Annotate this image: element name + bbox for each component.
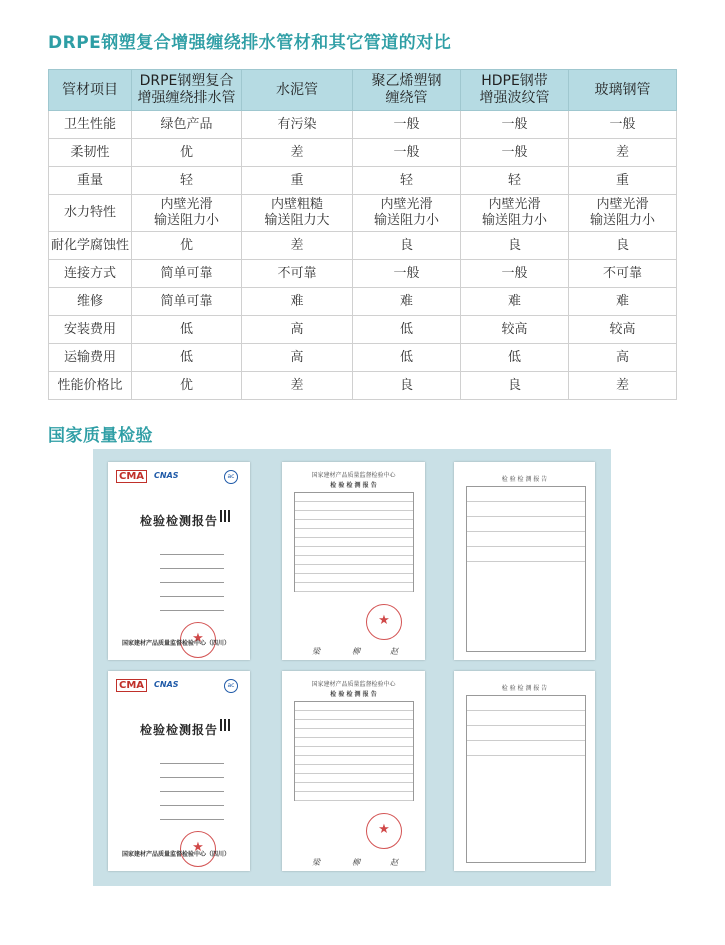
report-cover-2 (108, 671, 250, 871)
red-seal-stamp (366, 813, 402, 849)
table-cell-line: 输送阻力小 (373, 213, 439, 228)
report-title: 检验检测报告 (139, 514, 218, 528)
table-row (49, 139, 677, 167)
report-page-1: 国家建材产品质量监督检验中心 检 验 检 测 报 告 ★ 梁 柳 赵 (282, 462, 425, 660)
table-cell: 良 (353, 372, 461, 400)
comparison-table (48, 69, 677, 400)
table-body (49, 111, 677, 400)
table-row (49, 344, 677, 372)
table-cell: 一般 (461, 111, 569, 139)
column-header-text: 增强缠绕排水管 (137, 90, 236, 106)
table-cell: 简单可靠 (132, 288, 242, 316)
table-cell-line: 输送阻力小 (153, 213, 219, 228)
table-cell-line: 输送阻力大 (264, 213, 330, 228)
table-cell: 低 (353, 344, 461, 372)
report-page-4: 检 验 检 测 报 告 (454, 671, 595, 871)
table-cell: 高 (242, 316, 353, 344)
table-cell: 不可靠 (569, 260, 677, 288)
table-cell: 优 (132, 232, 242, 260)
table-cell: 较高 (461, 316, 569, 344)
column-header-text: 玻璃钢管 (594, 81, 651, 98)
row-label: 运输费用 (49, 344, 132, 372)
table-cell: 低 (132, 316, 242, 344)
section-title-quality-inspection: 国家质量检验 (48, 426, 153, 446)
column-header-text: HDPE钢带 (481, 73, 548, 89)
column-header-text: 增强波纹管 (479, 90, 550, 106)
table-cell: 轻 (353, 167, 461, 195)
table-cell: 差 (569, 372, 677, 400)
table-cell (461, 195, 569, 232)
table-cell-line: 内壁光滑 (596, 197, 649, 212)
row-label: 安装费用 (49, 316, 132, 344)
column-header-text: 缠绕管 (385, 90, 428, 106)
table-cell: 良 (569, 232, 677, 260)
table-cell: 良 (461, 232, 569, 260)
column-header (132, 70, 242, 111)
table-cell: 低 (353, 316, 461, 344)
table-cell (132, 195, 242, 232)
table-row (49, 195, 677, 232)
qr-code-icon (220, 719, 232, 731)
table-cell: 难 (461, 288, 569, 316)
table-row (49, 316, 677, 344)
qr-code-icon (220, 510, 232, 522)
table-cell: 一般 (353, 260, 461, 288)
column-header-text: 管材项目 (62, 81, 118, 98)
table-cell: 一般 (461, 139, 569, 167)
column-header (461, 70, 569, 111)
table-cell: 良 (353, 232, 461, 260)
cnas-logo: CNAS (154, 680, 179, 689)
row-label: 卫生性能 (49, 111, 132, 139)
table-cell: 优 (132, 139, 242, 167)
row-label: 重量 (49, 167, 132, 195)
column-header (353, 70, 461, 111)
table-cell: 简单可靠 (132, 260, 242, 288)
table-cell-line: 输送阻力小 (481, 213, 547, 228)
inner-title: 检 验 检 测 报 告 (330, 482, 377, 489)
table-header-row (49, 70, 677, 111)
table-cell: 难 (569, 288, 677, 316)
report-title: 检验检测报告 (139, 723, 218, 737)
table-cell: 难 (353, 288, 461, 316)
table-cell: 差 (242, 232, 353, 260)
table-cell (353, 195, 461, 232)
table-cell: 较高 (569, 316, 677, 344)
column-header (569, 70, 677, 111)
page-title: DRPE钢塑复合增强缠绕排水管材和其它管道的对比 (48, 33, 452, 53)
column-header-text: 聚乙烯塑钢 (371, 73, 442, 89)
report-page-3: 国家建材产品质量监督检验中心 检 验 检 测 报 告 ★ 梁 柳 赵 (282, 671, 425, 871)
table-cell: 低 (132, 344, 242, 372)
column-header (242, 70, 353, 111)
table-cell: 良 (461, 372, 569, 400)
table-cell: 一般 (353, 139, 461, 167)
table-cell: 重 (569, 167, 677, 195)
table-cell: 重 (242, 167, 353, 195)
table-cell (569, 195, 677, 232)
ilac-logo: ac (224, 470, 238, 484)
table-cell-line: 内壁光滑 (160, 197, 213, 212)
table-row (49, 372, 677, 400)
table-cell: 绿色产品 (132, 111, 242, 139)
column-header-text: DRPE钢塑复合 (139, 73, 234, 89)
table-row (49, 232, 677, 260)
table-cell: 轻 (132, 167, 242, 195)
report-cover-1 (108, 462, 250, 660)
row-label: 连接方式 (49, 260, 132, 288)
table-cell: 高 (242, 344, 353, 372)
column-header-text: 水泥管 (276, 81, 318, 98)
table-cell: 差 (242, 139, 353, 167)
table-row (49, 167, 677, 195)
table-cell: 差 (569, 139, 677, 167)
table-cell: 有污染 (242, 111, 353, 139)
report-footer: 国家建材产品质量监督检验中心（四川） (122, 640, 231, 647)
table-row (49, 288, 677, 316)
row-label: 水力特性 (49, 195, 132, 232)
table-cell: 轻 (461, 167, 569, 195)
cma-logo: CMA (116, 470, 147, 483)
cma-logo: CMA (116, 679, 147, 692)
table-cell: 一般 (461, 260, 569, 288)
table-cell: 低 (461, 344, 569, 372)
report-page-2: 检 验 检 测 报 告 (454, 462, 595, 660)
table-cell-line: 内壁粗糙 (270, 197, 323, 212)
cnas-logo: CNAS (154, 471, 179, 480)
table-cell: 一般 (353, 111, 461, 139)
table-cell-line: 内壁光滑 (380, 197, 433, 212)
table-cell: 优 (132, 372, 242, 400)
ilac-logo: ac (224, 679, 238, 693)
table-cell (242, 195, 353, 232)
table-cell: 不可靠 (242, 260, 353, 288)
report-footer: 国家建材产品质量监督检验中心（四川） (122, 851, 231, 858)
row-label: 性能价格比 (49, 372, 132, 400)
table-row (49, 260, 677, 288)
table-cell: 一般 (569, 111, 677, 139)
column-header (49, 70, 132, 111)
table-cell-line: 输送阻力小 (589, 213, 655, 228)
table-cell-line: 内壁光滑 (488, 197, 541, 212)
table-cell: 难 (242, 288, 353, 316)
row-label: 维修 (49, 288, 132, 316)
red-seal-stamp (366, 604, 402, 640)
table-row (49, 111, 677, 139)
table-cell: 差 (242, 372, 353, 400)
row-label: 耐化学腐蚀性 (49, 232, 132, 260)
row-label: 柔韧性 (49, 139, 132, 167)
certificates-panel (93, 449, 611, 886)
table-cell: 高 (569, 344, 677, 372)
